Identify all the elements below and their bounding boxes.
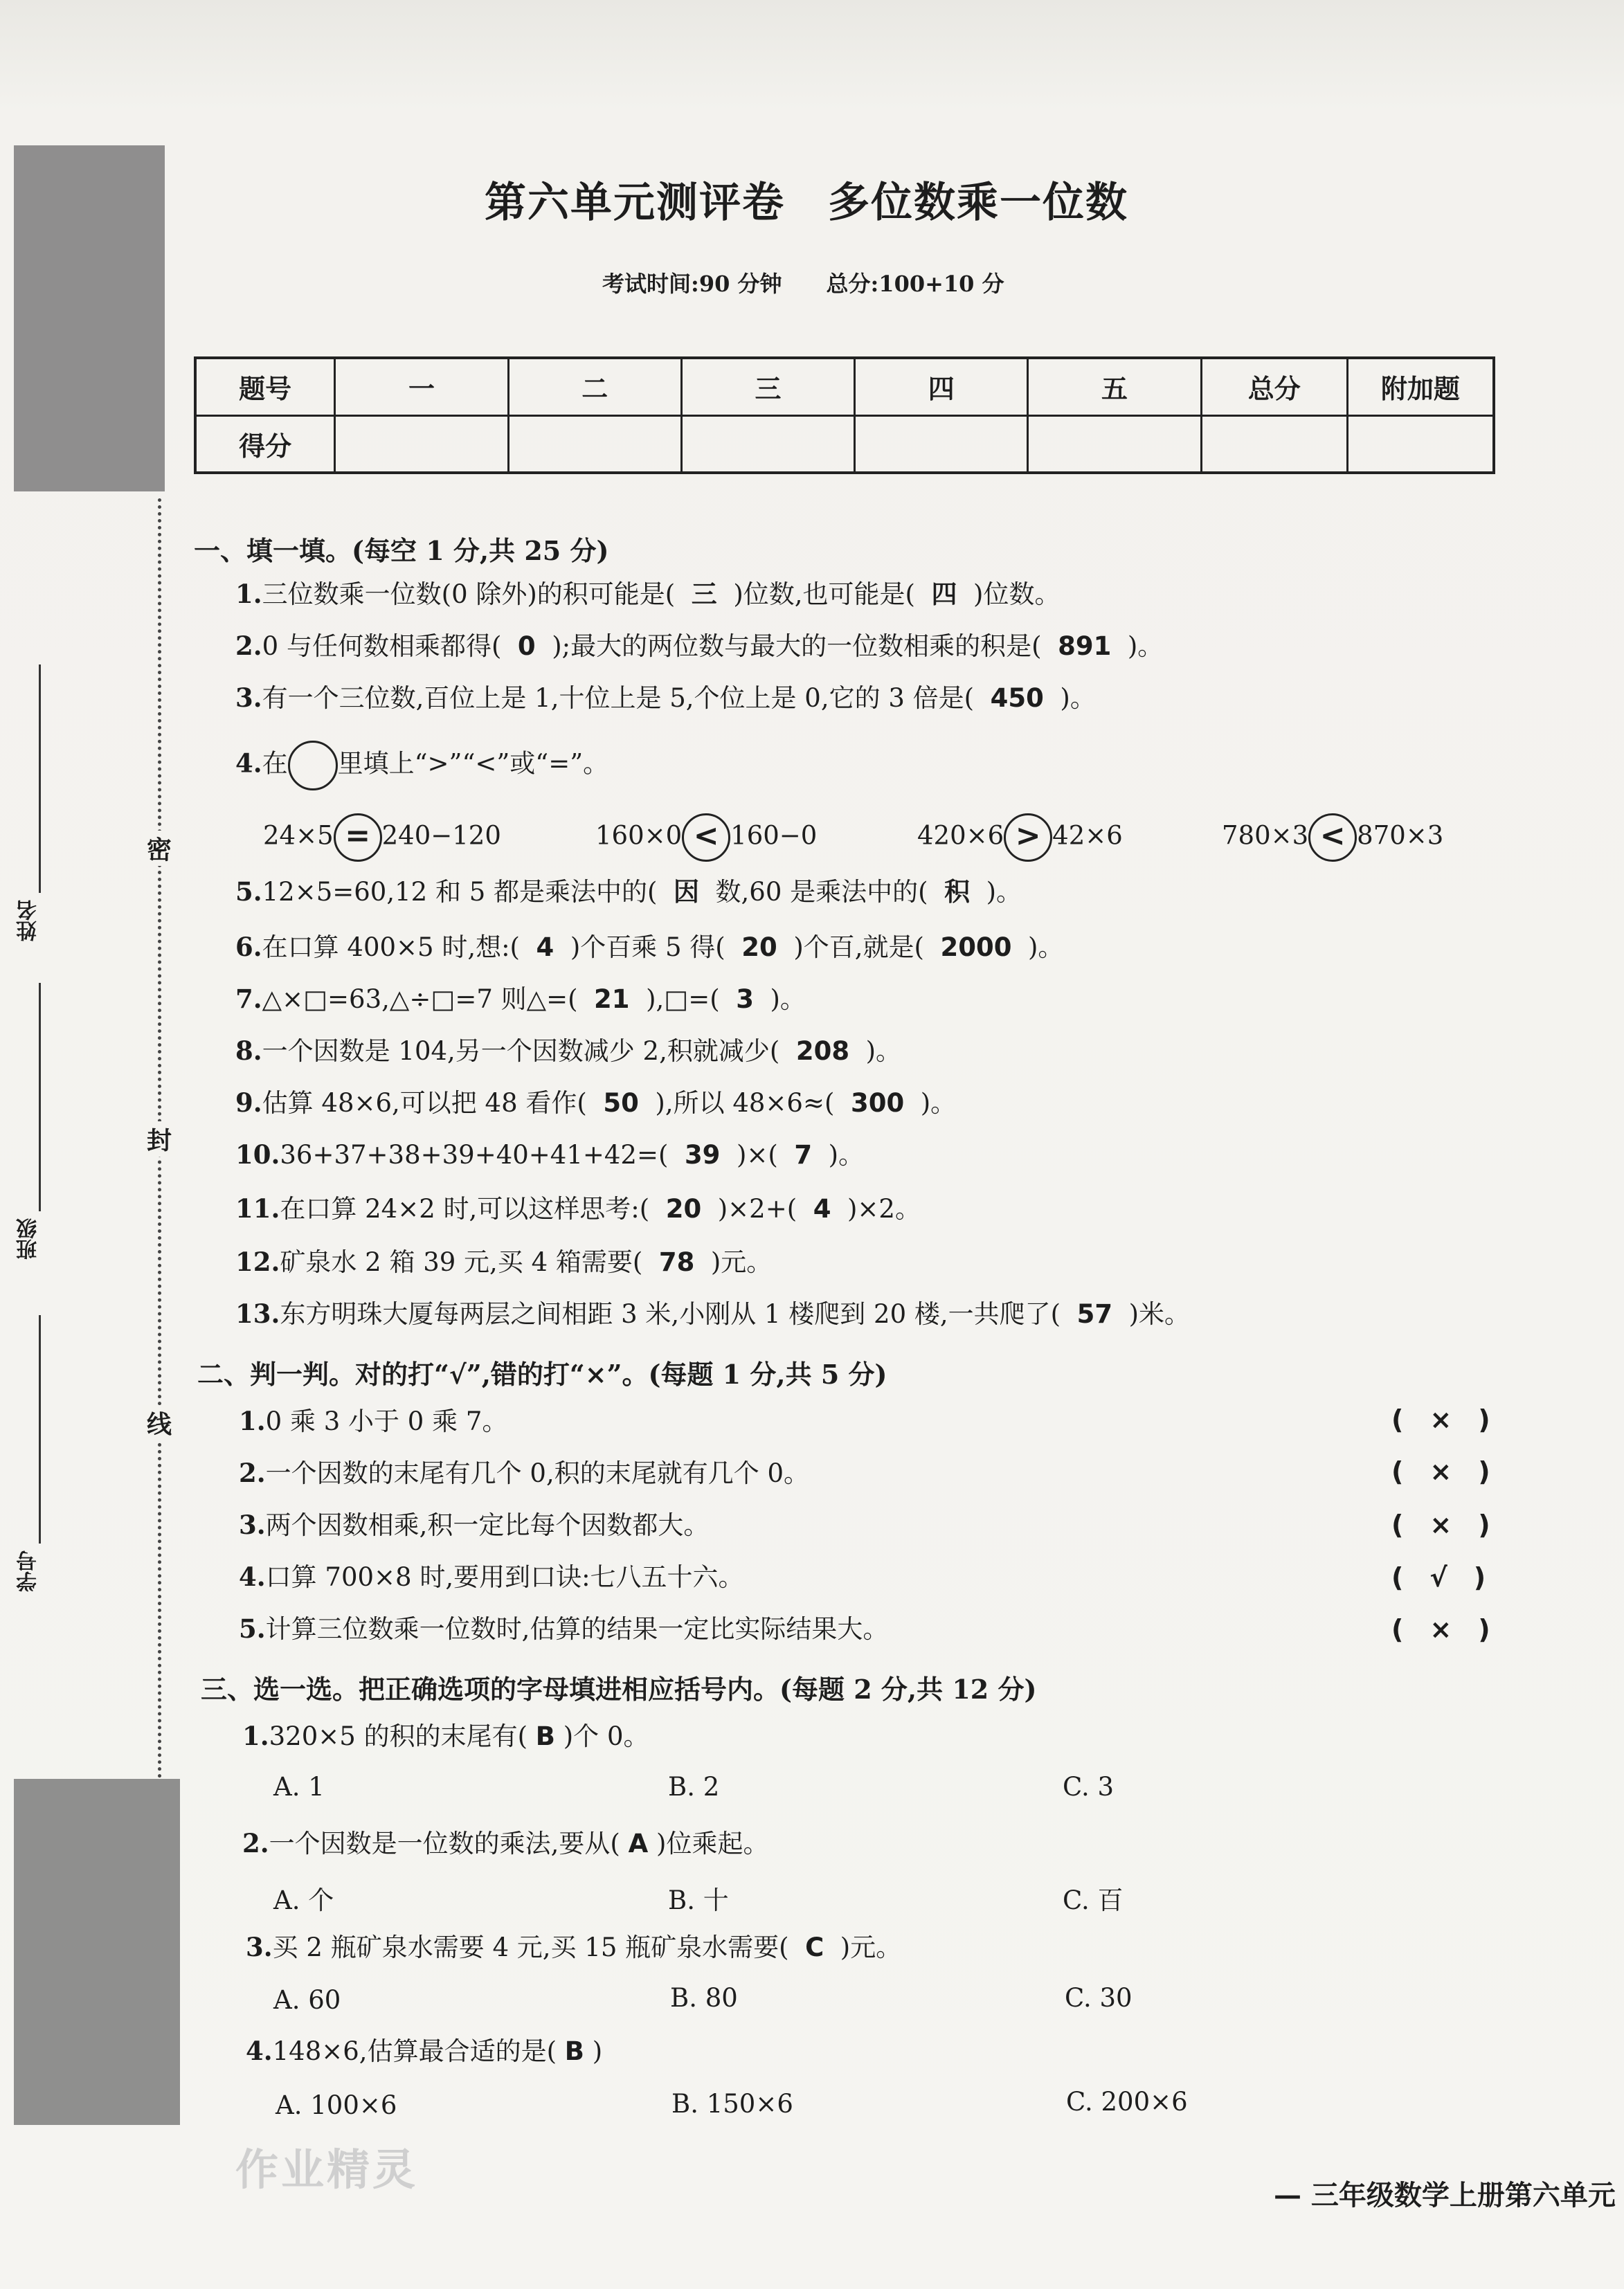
- q-text: )。: [1028, 932, 1064, 962]
- score-cell-label: 题号: [195, 358, 335, 415]
- q-text: ),所以 48×6≈(: [655, 1088, 835, 1118]
- score-cell-4: 四: [855, 358, 1028, 415]
- q-text: )。: [828, 1140, 865, 1170]
- watermark: 作业精灵: [235, 2144, 419, 2195]
- q-text: )位乘起。: [656, 1829, 769, 1858]
- answer: 50: [603, 1088, 639, 1118]
- q-number: 3.: [239, 1510, 266, 1540]
- compare-item-4: [1222, 813, 1443, 862]
- q-text: 买 2 瓶矿泉水需要 4 元,买 15 瓶矿泉水需要(: [272, 1933, 789, 1962]
- q-number: 5.: [239, 1613, 266, 1644]
- q-text: )个 0。: [563, 1721, 649, 1751]
- answer: 7: [794, 1140, 813, 1170]
- s3-q1: [242, 1723, 649, 1749]
- answer: B: [535, 1721, 555, 1751]
- class-label: 班级: [17, 1218, 41, 1260]
- compare-symbol: <: [682, 813, 730, 862]
- q-number: 4.: [246, 2036, 273, 2066]
- answer: 21: [594, 984, 630, 1014]
- compare-left: 420×6: [917, 820, 1004, 851]
- q-number: 3.: [235, 682, 262, 713]
- answer: 891: [1058, 631, 1112, 661]
- compare-symbol: =: [334, 813, 382, 862]
- option-a: A. 60: [273, 1985, 341, 2015]
- binding-shade-bottom: [14, 1779, 180, 2125]
- answer: 20: [665, 1194, 702, 1224]
- compare-right: 160−0: [730, 820, 818, 851]
- s1-q2: [235, 633, 1163, 659]
- q-text: 三位数乘一位数(0 除外)的积可能是(: [262, 579, 676, 609]
- s3-q2: [242, 1828, 769, 1858]
- s1-q1: [235, 581, 1060, 607]
- s1-q9: [235, 1087, 957, 1118]
- answer: 208: [795, 1036, 850, 1066]
- judge-mark: ( × ): [1391, 1510, 1490, 1540]
- q-number: 13.: [235, 1299, 280, 1329]
- q-text: ),□=(: [646, 984, 720, 1014]
- seal-char-xian: 线: [142, 1405, 177, 1440]
- q-text: 0 乘 3 小于 0 乘 7。: [265, 1406, 508, 1436]
- score-cell-2: 二: [508, 358, 681, 415]
- q-text: )。: [770, 984, 806, 1014]
- section2-heading: 二、判一判。对的打“√”,错的打“×”。(每题 1 分,共 5 分): [197, 1359, 887, 1390]
- score-cell-bonus: 附加题: [1347, 358, 1494, 415]
- q-number: 5.: [235, 876, 262, 907]
- q-text: )×(: [736, 1140, 778, 1170]
- answer: A: [628, 1829, 649, 1858]
- s2-item-5: [239, 1613, 889, 1644]
- student-id-line: [39, 1315, 41, 1544]
- answer: 57: [1076, 1299, 1113, 1329]
- option-a: A. 个: [273, 1885, 334, 1915]
- s1-q7: [235, 986, 806, 1012]
- score-input-total[interactable]: [1201, 415, 1347, 473]
- empty-circle-icon: [288, 741, 338, 790]
- score-input-4[interactable]: [855, 415, 1028, 473]
- compare-right: 240−120: [381, 820, 501, 851]
- q-text: 在口算 400×5 时,想:(: [262, 932, 520, 962]
- q-number: 6.: [235, 932, 262, 962]
- s2-item-2: [239, 1460, 809, 1486]
- judge-mark: ( × ): [1391, 1456, 1490, 1487]
- q-number: 3.: [246, 1932, 273, 1962]
- score-input-2[interactable]: [508, 415, 681, 473]
- answer: 39: [684, 1140, 721, 1170]
- q-text: )个百乘 5 得(: [570, 932, 725, 962]
- q-number: 4.: [235, 748, 262, 779]
- option-c: C. 30: [1065, 1983, 1133, 2013]
- compare-item-1: [263, 813, 501, 862]
- s1-q11: [235, 1193, 921, 1224]
- name-label: 姓名: [17, 900, 41, 941]
- q-text: 矿泉水 2 箱 39 元,买 4 箱需要(: [280, 1247, 643, 1277]
- option-a: A. 1: [273, 1772, 325, 1802]
- s2-item-1: [239, 1406, 508, 1436]
- q-text: 0 与任何数相乘都得(: [262, 631, 502, 661]
- q-number: 2.: [242, 1828, 269, 1858]
- q-text: )。: [920, 1088, 957, 1118]
- compare-left: 24×5: [263, 820, 334, 851]
- q-text: 320×5 的积的末尾有(: [269, 1721, 528, 1751]
- student-id-label: 学号: [17, 1550, 41, 1592]
- option-b: B. 2: [668, 1772, 720, 1802]
- compare-item-3: [917, 813, 1123, 862]
- q-number: 12.: [235, 1247, 280, 1277]
- q-text: 两个因数相乘,积一定比每个因数都大。: [265, 1510, 710, 1540]
- q-text: )元。: [840, 1933, 902, 1962]
- option-a: A. 100×6: [276, 2090, 397, 2120]
- answer: C: [805, 1933, 824, 1962]
- answer: 4: [813, 1194, 831, 1224]
- compare-right: 42×6: [1052, 820, 1123, 851]
- answer: 78: [658, 1247, 695, 1277]
- score-cell-3: 三: [681, 358, 854, 415]
- score-input-5[interactable]: [1028, 415, 1201, 473]
- s1-q12: [235, 1249, 772, 1275]
- name-line: [39, 664, 41, 893]
- q-text: ): [592, 2036, 603, 2066]
- answer: 四: [931, 579, 957, 609]
- binding-shade-top: [14, 145, 165, 491]
- q-number: 1.: [235, 579, 262, 609]
- q-text: )位数。: [973, 579, 1061, 609]
- score-cell-5: 五: [1028, 358, 1201, 415]
- q-text: )。: [865, 1036, 902, 1066]
- score-input-bonus[interactable]: [1347, 415, 1494, 473]
- q-number: 1.: [242, 1721, 269, 1751]
- page-subtitle: 考试时间:90 分钟 总分:100+10 分: [602, 271, 1004, 297]
- s1-q5: [235, 876, 1022, 907]
- q-number: 11.: [235, 1193, 280, 1224]
- q-text: 36+37+38+39+40+41+42=(: [280, 1140, 669, 1170]
- answer: 20: [741, 932, 777, 962]
- q-text: )元。: [710, 1247, 773, 1277]
- q-text: 数,60 是乘法中的(: [715, 877, 928, 907]
- s1-q6: [235, 934, 1063, 960]
- q-text: 有一个三位数,百位上是 1,十位上是 5,个位上是 0,它的 3 倍是(: [262, 683, 975, 713]
- s1-q3: [235, 682, 1096, 713]
- q-text: )×2。: [847, 1194, 921, 1224]
- q-text: 计算三位数乘一位数时,估算的结果一定比实际结果大。: [265, 1614, 889, 1644]
- q-text: △×□=63,△÷□=7 则△=(: [262, 984, 578, 1014]
- q-text: 在: [262, 748, 288, 779]
- q-text: 148×6,估算最合适的是(: [272, 2036, 557, 2066]
- class-line: [39, 983, 41, 1211]
- seal-char-feng: 封: [142, 1121, 177, 1157]
- q-number: 10.: [235, 1139, 280, 1170]
- s1-q8: [235, 1035, 902, 1066]
- q-text: 一个因数是 104,另一个因数减少 2,积就减少(: [262, 1036, 780, 1066]
- judge-mark: ( √ ): [1391, 1562, 1486, 1593]
- option-c: C. 百: [1063, 1885, 1124, 1915]
- q-text: 里填上“>”“<”或“=”。: [337, 748, 609, 779]
- q-text: 一个因数的末尾有几个 0,积的末尾就有几个 0。: [265, 1458, 810, 1488]
- answer: 2000: [940, 932, 1012, 962]
- q-text: );最大的两位数与最大的一位数相乘的积是(: [552, 631, 1042, 661]
- compare-left: 160×0: [595, 820, 683, 851]
- q-number: 1.: [239, 1406, 266, 1436]
- answer: 300: [850, 1088, 905, 1118]
- judge-mark: ( × ): [1391, 1404, 1490, 1435]
- answer: 0: [517, 631, 536, 661]
- q-text: 在口算 24×2 时,可以这样思考:(: [280, 1194, 650, 1224]
- q-text: 估算 48×6,可以把 48 看作(: [262, 1088, 587, 1118]
- option-b: B. 十: [668, 1885, 729, 1915]
- section1-heading: 一、填一填。(每空 1 分,共 25 分): [194, 535, 609, 566]
- q-text: )位数,也可能是(: [733, 579, 915, 609]
- option-c: C. 200×6: [1066, 2087, 1188, 2117]
- s1-q13: [235, 1301, 1190, 1327]
- q-text: 口算 700×8 时,要用到口诀:七八五十六。: [265, 1562, 744, 1592]
- compare-symbol: <: [1308, 813, 1357, 862]
- compare-right: 870×3: [1357, 820, 1444, 851]
- s1-q10: [235, 1139, 865, 1170]
- compare-left: 780×3: [1222, 820, 1309, 851]
- score-input-1[interactable]: [335, 415, 508, 473]
- q-text: 一个因数是一位数的乘法,要从(: [269, 1829, 620, 1858]
- section3-heading: 三、选一选。把正确选项的字母填进相应括号内。(每题 2 分,共 12 分): [201, 1674, 1037, 1705]
- q-text: )米。: [1128, 1299, 1191, 1329]
- q-text: )。: [986, 877, 1022, 907]
- compare-symbol: >: [1004, 813, 1052, 862]
- option-b: B. 150×6: [671, 2089, 793, 2119]
- q-number: 2.: [235, 631, 262, 661]
- s2-item-3: [239, 1512, 709, 1538]
- q-number: 4.: [239, 1562, 266, 1592]
- score-input-3[interactable]: [681, 415, 854, 473]
- page-footer: — 三年级数学上册第六单元: [1274, 2179, 1616, 2211]
- answer: 4: [536, 932, 554, 962]
- option-b: B. 80: [670, 1983, 738, 2013]
- answer: B: [564, 2036, 584, 2066]
- compare-item-2: [595, 813, 817, 862]
- s1-q4: [235, 741, 608, 790]
- s3-q3: [246, 1932, 902, 1962]
- q-text: )×2+(: [717, 1194, 797, 1224]
- q-text: 东方明珠大厦每两层之间相距 3 米,小刚从 1 楼爬到 20 楼,一共爬了(: [280, 1299, 1061, 1329]
- q-text: 12×5=60,12 和 5 都是乘法中的(: [262, 877, 658, 907]
- score-row-label: 得分: [195, 415, 335, 473]
- option-c: C. 3: [1063, 1772, 1115, 1802]
- answer: 450: [990, 683, 1044, 713]
- score-table-score-row: [195, 415, 1494, 473]
- s2-item-4: [239, 1564, 744, 1590]
- score-cell-1: 一: [335, 358, 508, 415]
- s3-q4: [246, 2038, 602, 2064]
- q-number: 2.: [239, 1458, 266, 1488]
- q-number: 7.: [235, 984, 262, 1014]
- q-number: 8.: [235, 1035, 262, 1066]
- score-table-header-row: [195, 358, 1494, 415]
- answer: 积: [944, 877, 971, 907]
- answer: 3: [736, 984, 754, 1014]
- q-text: )。: [1060, 683, 1096, 713]
- score-cell-total: 总分: [1201, 358, 1347, 415]
- score-table: [194, 356, 1495, 474]
- answer: 三: [691, 579, 717, 609]
- judge-mark: ( × ): [1391, 1614, 1490, 1645]
- q-text: )个百,就是(: [793, 932, 924, 962]
- answer: 因: [673, 877, 699, 907]
- q-text: )。: [1127, 631, 1164, 661]
- page-title: 第六单元测评卷 多位数乘一位数: [485, 179, 1128, 227]
- seal-char-mi: 密: [142, 831, 177, 866]
- q-number: 9.: [235, 1087, 262, 1118]
